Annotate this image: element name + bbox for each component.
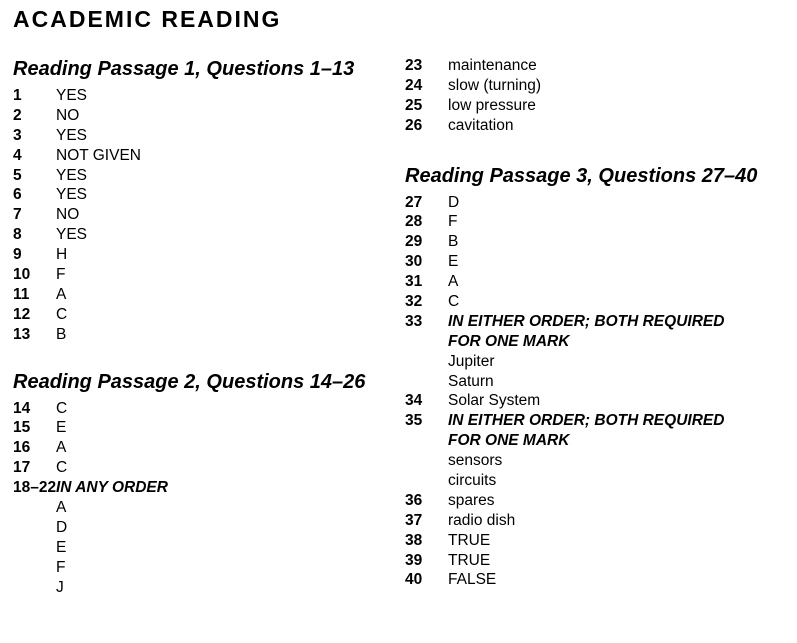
- answer-note: IN ANY ORDER: [56, 479, 168, 497]
- answer-row: [405, 96, 795, 116]
- question-number: 26: [405, 116, 423, 134]
- question-number: [405, 352, 448, 372]
- answer-row: [405, 451, 795, 471]
- answer-row: [13, 146, 398, 166]
- answer-row: [405, 352, 795, 372]
- answer-text: YES: [56, 87, 88, 104]
- answer-text: A: [448, 273, 459, 291]
- answer-text: NOT GIVEN: [56, 146, 141, 164]
- question-number: 30: [405, 253, 423, 271]
- answer-text: B: [448, 233, 459, 251]
- question-number: [405, 372, 448, 392]
- question-number: 7: [13, 206, 22, 224]
- answer-row: [13, 498, 398, 518]
- answer-row: [13, 399, 398, 419]
- question-number: 18–22: [13, 479, 57, 497]
- question-number: 29: [405, 233, 423, 251]
- answer-text: C: [448, 293, 460, 311]
- question-number: 24: [405, 76, 423, 94]
- question-number: [405, 332, 448, 352]
- answer-row: [405, 411, 795, 431]
- answer-text: C: [56, 459, 68, 477]
- question-number: 37: [405, 511, 423, 529]
- question-number: [13, 558, 56, 578]
- question-number: 38: [405, 531, 423, 549]
- section-heading-passage-3: Reading Passage 3, Questions 27–40: [405, 164, 758, 187]
- answer-row: [13, 438, 398, 458]
- question-number: 4: [13, 146, 22, 164]
- question-number: 16: [13, 439, 31, 457]
- answer-text: D: [56, 518, 68, 536]
- question-number: 35: [405, 412, 423, 430]
- answer-text: A: [56, 285, 67, 303]
- answer-text: circuits: [448, 472, 497, 490]
- answer-text: YES: [56, 226, 88, 244]
- question-number: 33: [405, 312, 423, 330]
- answer-text: YES: [56, 166, 88, 184]
- question-number: [13, 578, 56, 598]
- right-column: [405, 56, 795, 590]
- answer-row: [13, 86, 398, 106]
- question-number: 12: [13, 305, 31, 323]
- answer-text: A: [56, 499, 67, 517]
- answer-text: E: [56, 419, 67, 437]
- answer-row: [405, 570, 795, 590]
- question-number: 32: [405, 293, 423, 311]
- answer-row: [405, 272, 795, 292]
- answer-row: [13, 558, 398, 578]
- question-number: 9: [13, 246, 22, 264]
- answer-text: Solar System: [448, 392, 541, 410]
- answer-row: [405, 76, 795, 96]
- answer-row: [13, 325, 398, 345]
- answer-text: FALSE: [448, 571, 497, 589]
- question-number: [405, 471, 448, 491]
- question-number: 23: [405, 57, 423, 74]
- answer-row: [405, 292, 795, 312]
- answer-note: IN EITHER ORDER; BOTH REQUIRED: [448, 412, 725, 430]
- answer-row: [13, 458, 398, 478]
- question-number: [13, 518, 56, 538]
- answer-text: NO: [56, 106, 80, 124]
- answer-row: [405, 531, 795, 551]
- answer-row: [405, 312, 795, 332]
- answer-row: [13, 205, 398, 225]
- answer-row: [405, 491, 795, 511]
- answer-list-passage-2-continued: [405, 56, 795, 136]
- section-heading-passage-1: Reading Passage 1, Questions 1–13: [13, 58, 355, 80]
- answer-row: [13, 166, 398, 186]
- answer-note: FOR ONE MARK: [448, 432, 570, 450]
- answer-text: YES: [56, 126, 88, 144]
- question-number: 6: [13, 186, 22, 204]
- question-number: 34: [405, 392, 423, 410]
- answer-row: [405, 193, 795, 213]
- answer-text: F: [448, 213, 458, 231]
- answer-text: radio dish: [448, 511, 516, 529]
- answer-row: [13, 418, 398, 438]
- question-number: [405, 451, 448, 471]
- question-number: 13: [13, 325, 31, 343]
- left-column: [13, 56, 398, 597]
- question-number: 28: [405, 213, 423, 231]
- answer-list-passage-3: [405, 193, 795, 591]
- answer-list-passage-2: [13, 399, 398, 598]
- answer-note: FOR ONE MARK: [448, 332, 570, 350]
- answer-row: [405, 252, 795, 272]
- question-number: 5: [13, 166, 22, 184]
- answer-text: sensors: [448, 452, 503, 470]
- answer-row: [13, 285, 398, 305]
- answer-row: [405, 431, 795, 451]
- answer-row: [13, 578, 398, 598]
- question-number: 2: [13, 106, 22, 124]
- answer-text: C: [56, 305, 68, 323]
- question-number: 40: [405, 571, 423, 589]
- answer-row: [405, 471, 795, 491]
- answer-row: [405, 551, 795, 571]
- answer-text: TRUE: [448, 531, 491, 549]
- answer-text: B: [56, 325, 67, 343]
- question-number: 36: [405, 491, 423, 509]
- answer-row: [405, 212, 795, 232]
- answer-row: [13, 245, 398, 265]
- question-number: 15: [13, 419, 31, 437]
- answer-row: [13, 538, 398, 558]
- answer-text: F: [56, 266, 66, 284]
- answer-row: [405, 372, 795, 392]
- question-number: 31: [405, 273, 423, 291]
- answer-text: D: [448, 193, 460, 211]
- answer-text: Jupiter: [448, 352, 495, 370]
- answer-row: [13, 225, 398, 245]
- answer-row: [405, 391, 795, 411]
- question-number: 1: [13, 87, 22, 104]
- question-number: 11: [13, 285, 30, 303]
- question-number: 10: [13, 266, 31, 284]
- answer-row: [405, 232, 795, 252]
- answer-text: low pressure: [448, 96, 536, 114]
- question-number: 14: [13, 399, 31, 417]
- answer-text: E: [448, 253, 459, 271]
- answer-text: TRUE: [448, 551, 491, 569]
- answer-text: H: [56, 246, 68, 264]
- answer-text: maintenance: [448, 57, 537, 74]
- answer-row: [405, 56, 795, 76]
- answer-text: Saturn: [448, 372, 494, 390]
- answer-text: spares: [448, 491, 495, 509]
- answer-row: [405, 332, 795, 352]
- answer-list-passage-1: [13, 86, 398, 345]
- answer-text: cavitation: [448, 116, 514, 134]
- question-number: 17: [13, 459, 31, 477]
- question-number: 25: [405, 96, 423, 114]
- section-heading-passage-2: Reading Passage 2, Questions 14–26: [13, 370, 366, 393]
- answer-text: E: [56, 538, 67, 556]
- page-title: ACADEMIC READING: [13, 6, 282, 32]
- answer-text: F: [56, 558, 66, 576]
- answer-text: A: [56, 439, 67, 457]
- question-number: [13, 498, 56, 518]
- question-number: 39: [405, 551, 423, 569]
- answer-row: [13, 265, 398, 285]
- answer-row: [13, 106, 398, 126]
- answer-text: C: [56, 399, 68, 417]
- answer-row: [405, 116, 795, 136]
- question-number: 3: [13, 126, 22, 144]
- answer-row: [13, 478, 398, 498]
- question-number: 27: [405, 193, 423, 211]
- answer-text: slow (turning): [448, 76, 542, 94]
- answer-row: [405, 511, 795, 531]
- question-number: [405, 431, 448, 451]
- question-number: 8: [13, 226, 22, 244]
- answer-note: IN EITHER ORDER; BOTH REQUIRED: [448, 312, 725, 330]
- answer-text: J: [56, 578, 64, 596]
- answer-row: [13, 305, 398, 325]
- answer-row: [13, 185, 398, 205]
- answer-row: [13, 518, 398, 538]
- question-number: [13, 538, 56, 558]
- answer-text: NO: [56, 206, 80, 224]
- answer-row: [13, 126, 398, 146]
- answer-text: YES: [56, 186, 88, 204]
